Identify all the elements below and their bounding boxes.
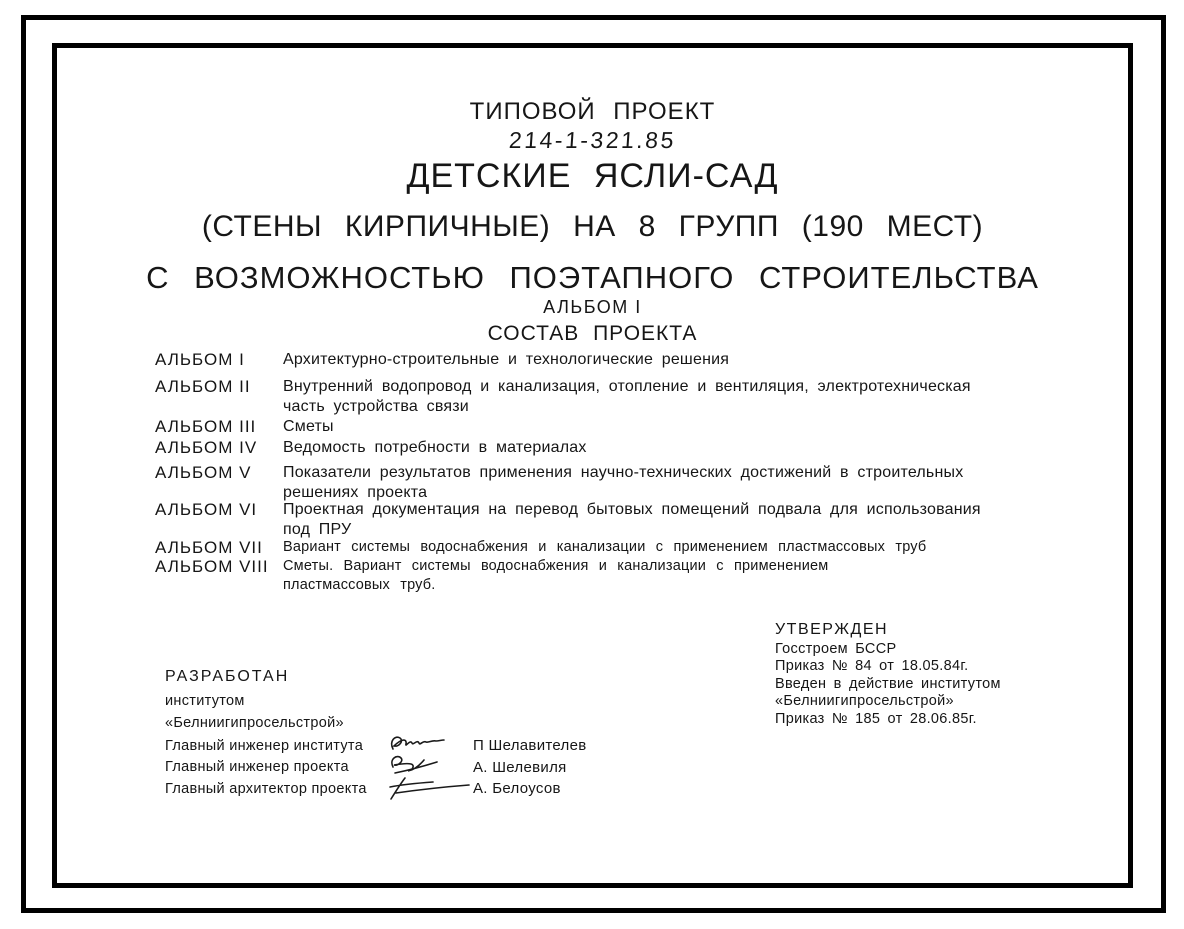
- approved-line: Введен в действие институтом: [775, 675, 1001, 692]
- approved-line: Госстроем БССР: [775, 640, 897, 657]
- doc-type-heading: ТИПОВОЙ ПРОЕКТ: [469, 98, 716, 125]
- toc-row-album-2: [155, 377, 1050, 416]
- toc-row-album-4: [155, 438, 1050, 458]
- signatory-name: А. Белоусов: [473, 780, 561, 797]
- album-description: [283, 417, 1050, 437]
- toc-row-album-3: [155, 417, 1050, 437]
- toc-row-album-6: [155, 500, 1050, 539]
- subtitle-walls: (СТЕНЫ КИРПИЧНЫЕ) НА 8 ГРУПП (190 МЕСТ): [201, 210, 984, 243]
- album-number: АЛЬБОМ IV: [155, 438, 258, 457]
- album-label: АЛЬБОМ I: [543, 297, 642, 317]
- description-line: Сметы. Вариант системы водоснабжения и канализации с применением: [283, 558, 829, 574]
- subtitle-phases: С ВОЗМОЖНОСТЬЮ ПОЭТАПНОГО СТРОИТЕЛЬСТВА: [146, 260, 1039, 295]
- project-number: 214-1-321.85: [508, 127, 677, 153]
- approved-line: «Белниигипросельстрой»: [775, 693, 954, 709]
- signatory-role: Главный инженер проекта: [165, 759, 349, 775]
- album-description: [283, 538, 1050, 557]
- signatory-name: А. Шелевиля: [473, 758, 567, 776]
- main-title: ДЕТСКИЕ ЯСЛИ-САД: [406, 157, 779, 195]
- signatory-role: Главный инженер института: [165, 737, 364, 754]
- album-description: [283, 557, 1050, 595]
- album-number: АЛЬБОМ V: [155, 463, 252, 482]
- album-number: АЛЬБОМ VII: [155, 538, 263, 557]
- signatory-row-chief-architect-project: [165, 778, 645, 799]
- album-description: [283, 350, 1050, 370]
- album-number: АЛЬБОМ II: [155, 377, 251, 396]
- album-number: АЛЬБОМ VIII: [155, 557, 269, 576]
- description-line: Сметы: [283, 418, 334, 435]
- album-description: [283, 463, 1050, 502]
- description-line: Ведомость потребности в материалах: [283, 439, 587, 456]
- album-number: АЛЬБОМ I: [155, 350, 245, 369]
- toc-row-album-5: [155, 463, 1050, 502]
- description-line: пластмассовых труб.: [283, 577, 436, 593]
- approved-line: Приказ № 185 от 28.06.85г.: [775, 710, 977, 727]
- album-number: АЛЬБОМ III: [155, 417, 257, 436]
- description-line: под ПРУ: [283, 520, 352, 538]
- toc-row-album-1: [155, 350, 1050, 370]
- description-line: Проектная документация на перевод бытовых помещений подвала для использования: [283, 501, 981, 518]
- album-number: АЛЬБОМ VI: [155, 500, 258, 519]
- album-description: [283, 438, 1050, 458]
- developed-line: «Белниигипросельстрой»: [165, 715, 344, 731]
- toc-row-album-7: [155, 538, 1050, 558]
- description-line: Вариант системы водоснабжения и канализации с применением пластмассовых труб: [283, 539, 927, 555]
- approval-block: [775, 621, 1115, 728]
- signature-scribble-3: [387, 776, 473, 802]
- album-description: [283, 377, 1050, 416]
- description-line: Архитектурно-строительные и технологические решения: [283, 351, 730, 368]
- signatory-name: П Шелавителев: [473, 737, 587, 754]
- album-description: [283, 500, 1050, 539]
- description-line: Показатели результатов применения научно-технических достижений в строительных: [283, 464, 964, 481]
- developer-block: [165, 668, 645, 799]
- toc-row-album-8: [155, 557, 1050, 595]
- description-line: Внутренний водопровод и канализация, отопление и вентиляция, электротехническая: [283, 378, 971, 395]
- developed-line: институтом: [165, 693, 245, 709]
- description-line: часть устройства связи: [283, 397, 469, 415]
- approved-heading: УТВЕРЖДЕН: [775, 621, 889, 638]
- approved-line: Приказ № 84 от 18.05.84г.: [775, 658, 969, 674]
- toc-title: СОСТАВ ПРОЕКТА: [487, 322, 698, 345]
- project-contents-list: [155, 345, 1050, 600]
- description-line: решениях проекта: [283, 483, 428, 501]
- developed-heading: РАЗРАБОТАН: [165, 668, 290, 685]
- signatory-role: Главный архитектор проекта: [165, 780, 367, 797]
